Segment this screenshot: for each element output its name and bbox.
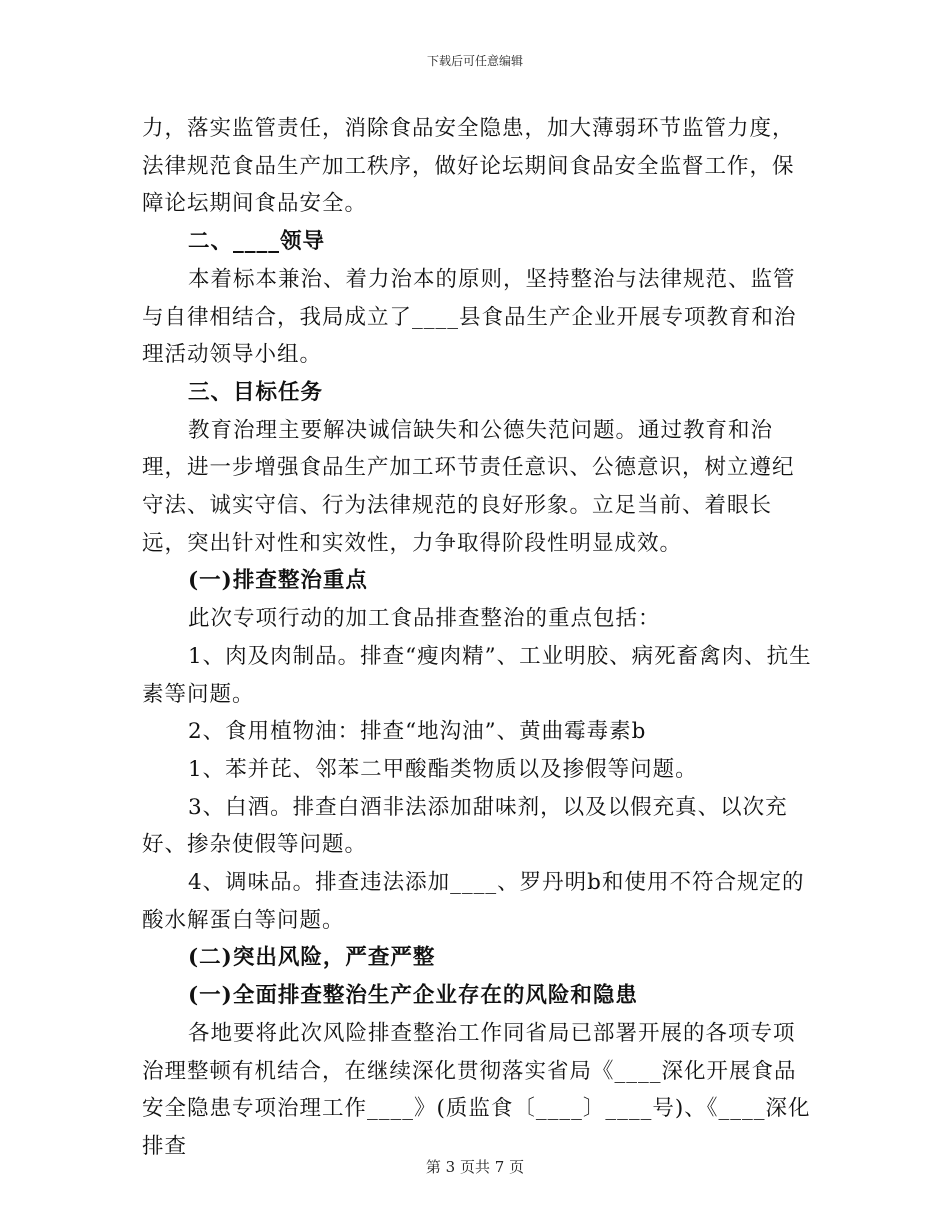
paragraph-3: 教育治理主要解决诚信缺失和公德失范问题。通过教育和治理，进一步增强食品生产加工环节责任意识、公德意识，树立遵纪守法、诚实守信、行为法律规范的良好形象。立足当前、着眼长远，突出针对性和实效性，力争取得阶段性明显成效。 [142, 417, 795, 556]
paragraph-4: 此次专项行动的加工食品排查整治的重点包括： [188, 606, 661, 632]
subsection-heading-focus: (一)排查整治重点 [188, 568, 368, 594]
section-heading-goals: 三、目标任务 [188, 379, 324, 405]
page-footer: 第 3 页共 7 页 [425, 1158, 525, 1176]
section-heading-leadership: 二、____领导 [188, 229, 326, 255]
subsection-heading-inspection: (一)全面排查整治生产企业存在的风险和隐患 [188, 983, 638, 1009]
list-item-meat: 1、肉及肉制品。排查“瘦肉精”、工业明胶、病死畜禽肉、抗生素等问题。 [142, 643, 812, 707]
subsection-heading-risk: (二)突出风险，严查严整 [188, 945, 436, 971]
list-item-benzopyrene: 1、苯并芘、邻苯二甲酸酯类物质以及掺假等问题。 [188, 756, 698, 782]
paragraph-1: 力，落实监管责任，消除食品安全隐患，加大薄弱环节监管力度，法律规范食品生产加工秩序，做好论坛期间食品安全监督工作，保障论坛期间食品安全。 [142, 116, 795, 217]
list-item-liquor: 3、白酒。排查白酒非法添加甜味剂，以及以假充真、以次充好、掺杂使假等问题。 [142, 794, 788, 858]
page-header: 下载后可任意编辑 [426, 54, 523, 68]
document-body [142, 110, 814, 1166]
list-item-oil: 2、食用植物油：排查“地沟油”、黄曲霉毒素b [188, 719, 647, 745]
paragraph-2: 本着标本兼治、着力治本的原则，坚持整治与法律规范、监管与自律相结合，我局成立了____县食品生产企业开展专项教育和治理活动领导小组。 [142, 266, 797, 368]
list-item-condiment: 4、调味品。排查违法添加____、罗丹明b和使用不符合规定的酸水解蛋白等问题。 [142, 870, 805, 933]
paragraph-5: 各地要将此次风险排查整治工作同省局已部署开展的各项专项治理整顿有机结合，在继续深化贯彻落实省局《____深化开展食品安全隐患专项治理工作____》(质监食〔____〕____号)、《____深化排查 [142, 1020, 811, 1159]
